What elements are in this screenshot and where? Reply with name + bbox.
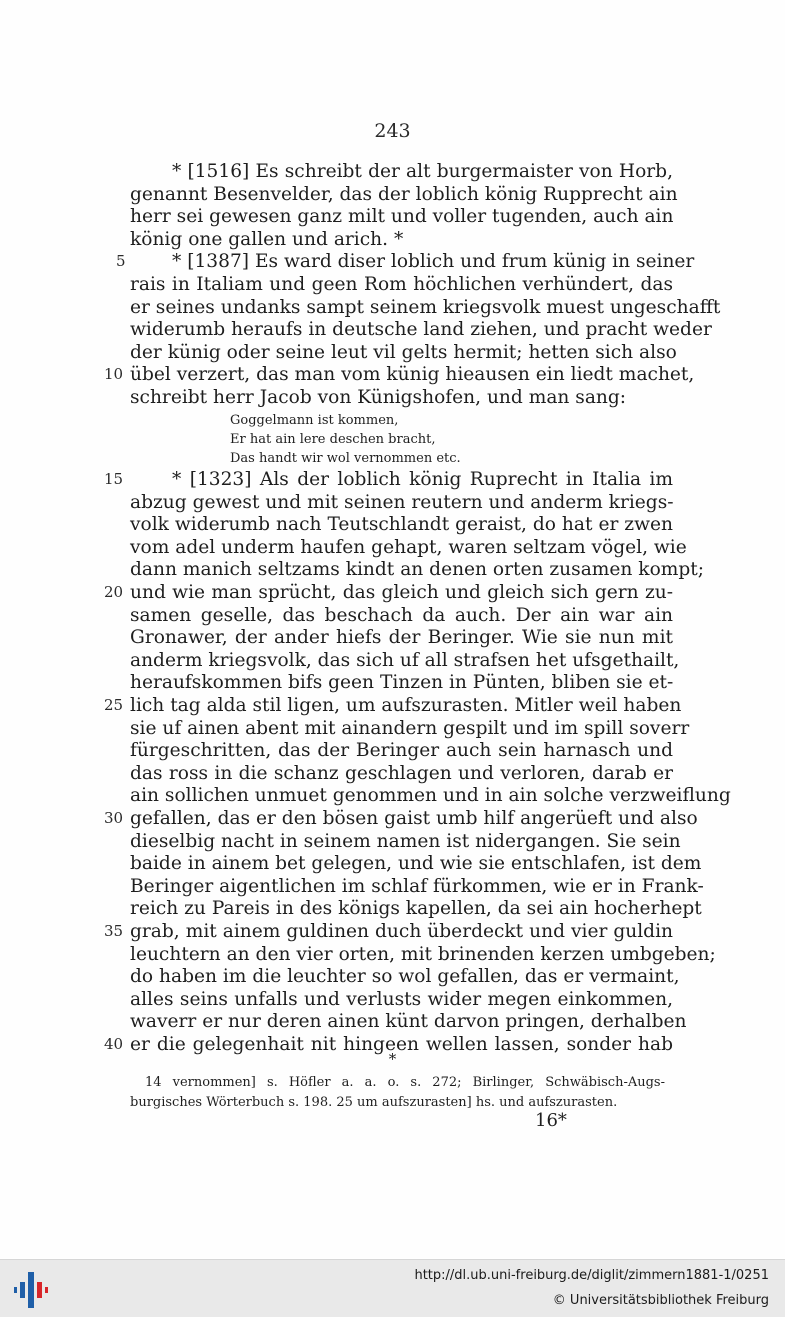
text-line: lich tag alda stil ligen, um aufszurasten. Mitler weil haben xyxy=(130,695,682,716)
text-line: gefallen, das er den bösen gaist umb hilf angerüeft und also xyxy=(130,808,698,829)
viewer-footer xyxy=(0,1259,785,1317)
text-line: Gronawer, der ander hiefs der Beringer. Wie sie nun mit xyxy=(130,627,673,649)
text-line: herr sei gewesen ganz milt und voller tugenden, auch ain xyxy=(130,206,674,228)
text-line: rais in Italiam und geen Rom höchlichen verhündert, das xyxy=(130,274,673,295)
line-number: 10 xyxy=(104,365,124,384)
text-line: vom adel underm haufen gehapt, waren seltzam vögel, wie xyxy=(130,536,687,558)
text-line: dieselbig nacht in seinem namen ist nidergangen. Sie sein xyxy=(130,830,681,852)
text-line: und wie man sprücht, das gleich und gleich sich gern zu- xyxy=(130,582,673,603)
text-line: reich zu Pareis in des königs kapellen, da sei ain hocherhept xyxy=(130,898,702,920)
text-line: heraufskommen bifs geen Tinzen in Pünten, bliben sie et- xyxy=(130,672,674,694)
footnote-line: 14 vernommen] s. Höfler a. a. o. s. 272; Birlinger, Schwäbisch-Augs- xyxy=(145,1075,665,1090)
text-line: Beringer aigentlichen im schlaf fürkommen, wie er in Frank- xyxy=(130,875,704,897)
text-line: könig one gallen und arich. * xyxy=(130,228,404,250)
text-line: widerumb heraufs in deutsche land ziehen, und pracht weder xyxy=(130,319,712,341)
text-line: der künig oder seine leut vil gelts hermit; hetten sich also xyxy=(130,341,677,363)
line-number: 40 xyxy=(104,1035,124,1053)
text-line: ain sollichen unmuet genommen und in ain solche verzweiflung xyxy=(130,785,731,807)
text-line: baide in ainem bet gelegen, und wie sie entschlafen, ist dem xyxy=(130,853,702,875)
text-line: volk widerumb nach Teutschlandt geraist, do hat er zwen xyxy=(130,514,673,536)
text-line: er die gelegenhait nit hingeen wellen lassen, sonder hab xyxy=(130,1034,673,1055)
text-line: waverr er nur deren ainen künt darvon pringen, derhalben xyxy=(130,1011,687,1033)
text-line: grab, mit ainem guldinen duch überdeckt und vier guldin xyxy=(130,921,673,942)
text-line: alles seins unfalls und verlusts wider megen einkommen, xyxy=(130,988,673,1010)
line-number: 30 xyxy=(104,809,124,827)
page-number: 243 xyxy=(374,120,411,142)
copyright-text: © Universitätsbibliothek Freiburg xyxy=(552,1293,769,1308)
text-line: samen geselle, das beschach da auch. Der ain war ain xyxy=(130,604,673,626)
text-line: leuchtern an den vier orten, mit brinenden kerzen umbgeben; xyxy=(130,943,716,965)
text-line: das ross in die schanz geschlagen und verloren, darab er xyxy=(130,762,673,784)
ub-freiburg-logo-icon[interactable] xyxy=(12,1270,52,1310)
text-line: abzug gewest und mit seinen reutern und anderm kriegs- xyxy=(130,491,674,513)
text-line: er seines undanks sampt seinem kriegsvolk muest ungeschafft xyxy=(130,296,721,318)
permalink-url[interactable]: http://dl.ub.uni-freiburg.de/diglit/zimmern1881-1/0251 xyxy=(414,1268,769,1283)
footnote-marker: * xyxy=(388,1050,397,1068)
text-line: übel verzert, das man vom künig hieausen ein liedt machet, xyxy=(130,364,695,386)
line-number: 15 xyxy=(104,470,124,488)
line-number: 5 xyxy=(116,252,126,271)
text-line: * [1516] Es schreibt der alt burgermaister von Horb, xyxy=(172,161,673,182)
line-number: 35 xyxy=(104,922,124,940)
text-line: sie uf ainen abent mit ainandern gespilt und im spill soverr xyxy=(130,717,690,739)
line-number: 25 xyxy=(104,696,124,714)
text-line: anderm kriegsvolk, das sich uf all strafsen het ufsgethailt, xyxy=(130,649,680,671)
text-line: genannt Besenvelder, das der loblich könig Rupprecht ain xyxy=(130,183,678,205)
text-line: dann manich seltzams kindt an denen orten zusamen kompt; xyxy=(130,559,705,581)
verse-line: Goggelmann ist kommen, xyxy=(230,413,399,428)
text-line: fürgeschritten, das der Beringer auch sein harnasch und xyxy=(130,740,673,762)
text-line: do haben im die leuchter so wol gefallen, das er vermaint, xyxy=(130,966,680,988)
text-line: schreibt herr Jacob von Künigshofen, und man sang: xyxy=(130,387,627,408)
verse-line: Das handt wir wol vernommen etc. xyxy=(230,451,461,466)
verse-line: Er hat ain lere deschen bracht, xyxy=(230,432,436,447)
footnote-line: burgisches Wörterbuch s. 198. 25 um aufszurasten] hs. und aufszurasten. xyxy=(130,1095,618,1110)
text-line: * [1323] Als der loblich könig Ruprecht in Italia im xyxy=(172,469,673,490)
line-number: 20 xyxy=(104,583,124,601)
signature-mark: 16* xyxy=(535,1110,567,1131)
text-line: * [1387] Es ward diser loblich und frum künig in seiner xyxy=(172,251,695,273)
